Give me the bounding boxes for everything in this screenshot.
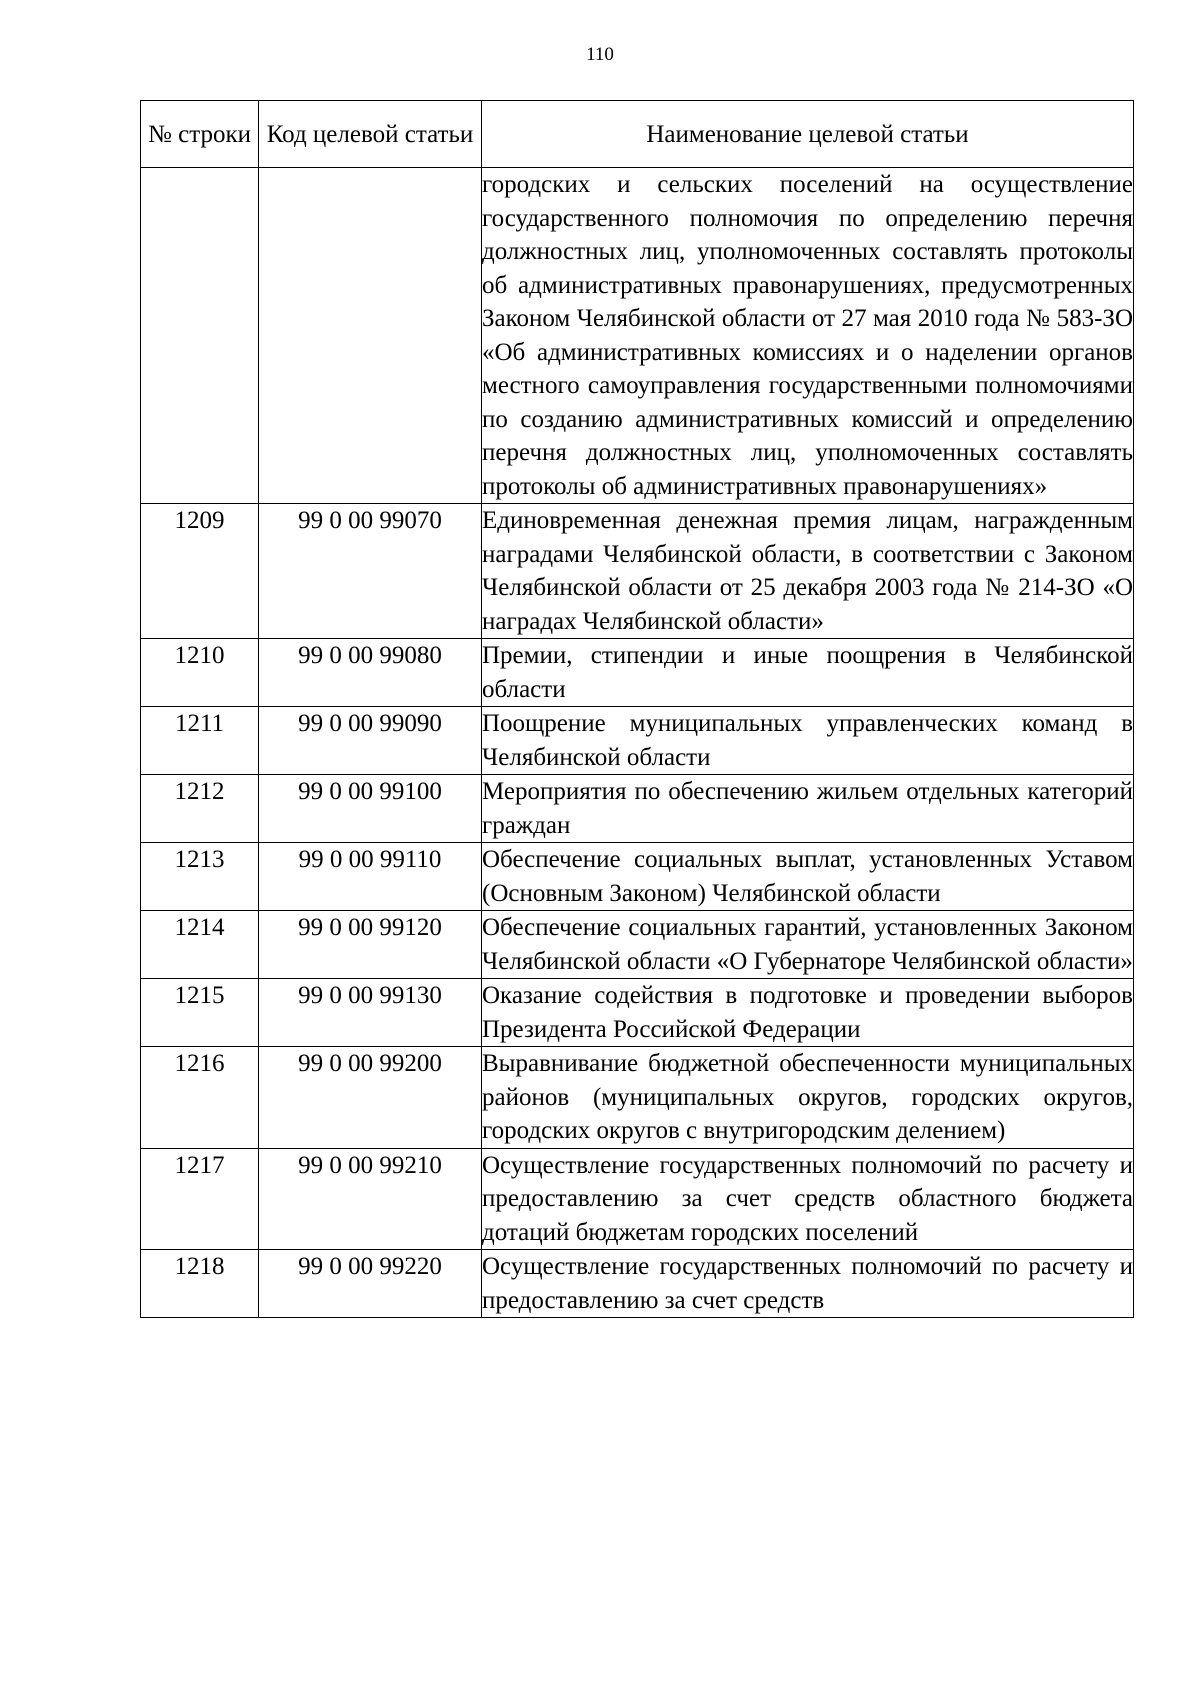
table-row-continuation: [141, 168, 1134, 504]
row-number-cell: 1209: [141, 504, 259, 639]
code-cell: 99 0 00 99210: [259, 1148, 482, 1250]
row-number-cell: 1217: [141, 1148, 259, 1250]
row-number-cell: 1211: [141, 707, 259, 775]
name-cell: Поощрение муниципальных управленческих команд в Челябинской области: [482, 707, 1134, 775]
table-row: [141, 504, 1134, 639]
table-row: [141, 979, 1134, 1047]
code-cell: 99 0 00 99070: [259, 504, 482, 639]
code-cell: 99 0 00 99130: [259, 979, 482, 1047]
name-cell: Осуществление государственных полномочий по расчету и предоставлению за счет средств: [482, 1250, 1134, 1318]
name-cell: Единовременная денежная премия лицам, награжденным наградами Челябинской области, в соответствии с Законом Челябинской области от 25 декабря 2003 года № 214-ЗО «О наградах Челябинской области»: [482, 504, 1134, 639]
row-number-cell: 1214: [141, 911, 259, 979]
target-articles-table: [140, 100, 1134, 1318]
code-cell: 99 0 00 99080: [259, 639, 482, 707]
code-cell: 99 0 00 99220: [259, 1250, 482, 1318]
page-number: 110: [586, 44, 614, 65]
name-cell: Оказание содействия в подготовке и проведении выборов Президента Российской Федерации: [482, 979, 1134, 1047]
code-cell: 99 0 00 99120: [259, 911, 482, 979]
row-number-cell: 1218: [141, 1250, 259, 1318]
table-row: [141, 707, 1134, 775]
row-number-cell: 1210: [141, 639, 259, 707]
table-header-row: [141, 101, 1134, 168]
table-row: [141, 775, 1134, 843]
name-cell: Обеспечение социальных выплат, установленных Уставом (Основным Законом) Челябинской области: [482, 843, 1134, 911]
code-cell: 99 0 00 99100: [259, 775, 482, 843]
table-row: [141, 911, 1134, 979]
name-cell: Осуществление государственных полномочий по расчету и предоставлению за счет средств областного бюджета дотаций бюджетам городских поселений: [482, 1148, 1134, 1250]
header-code: Код целевой статьи: [259, 101, 482, 168]
name-cell: Премии, стипендии и иные поощрения в Челябинской области: [482, 639, 1134, 707]
row-number-cell: 1216: [141, 1047, 259, 1149]
code-cell: 99 0 00 99110: [259, 843, 482, 911]
header-row-number: № строки: [141, 101, 259, 168]
name-cell: Мероприятия по обеспечению жильем отдельных категорий граждан: [482, 775, 1134, 843]
row-number-cell: 1212: [141, 775, 259, 843]
table-row: [141, 1047, 1134, 1149]
row-number-cell: 1213: [141, 843, 259, 911]
code-cell: [259, 168, 482, 504]
table-row: [141, 1148, 1134, 1250]
name-cell: Обеспечение социальных гарантий, установленных Законом Челябинской области «О Губернаторе Челябинской области»: [482, 911, 1134, 979]
header-name: Наименование целевой статьи: [482, 101, 1134, 168]
row-number-cell: [141, 168, 259, 504]
code-cell: 99 0 00 99090: [259, 707, 482, 775]
row-number-cell: 1215: [141, 979, 259, 1047]
table-row: [141, 843, 1134, 911]
table-row: [141, 1250, 1134, 1318]
name-cell: городских и сельских поселений на осуществление государственного полномочия по определению перечня должностных лиц, уполномоченных составлять протоколы об административных правонарушениях, предусмотренных Законом Челябинской области от 27 мая 2010 года № 583-ЗО «Об административных комиссиях и о наделении органов местного самоуправления государственными полномочиями по созданию административных комиссий и определению перечня должностных лиц, уполномоченных составлять протоколы об административных правонарушениях»: [482, 168, 1134, 504]
table-row: [141, 639, 1134, 707]
name-cell: Выравнивание бюджетной обеспеченности муниципальных районов (муниципальных округов, городских округов, городских округов с внутригородским делением): [482, 1047, 1134, 1149]
code-cell: 99 0 00 99200: [259, 1047, 482, 1149]
